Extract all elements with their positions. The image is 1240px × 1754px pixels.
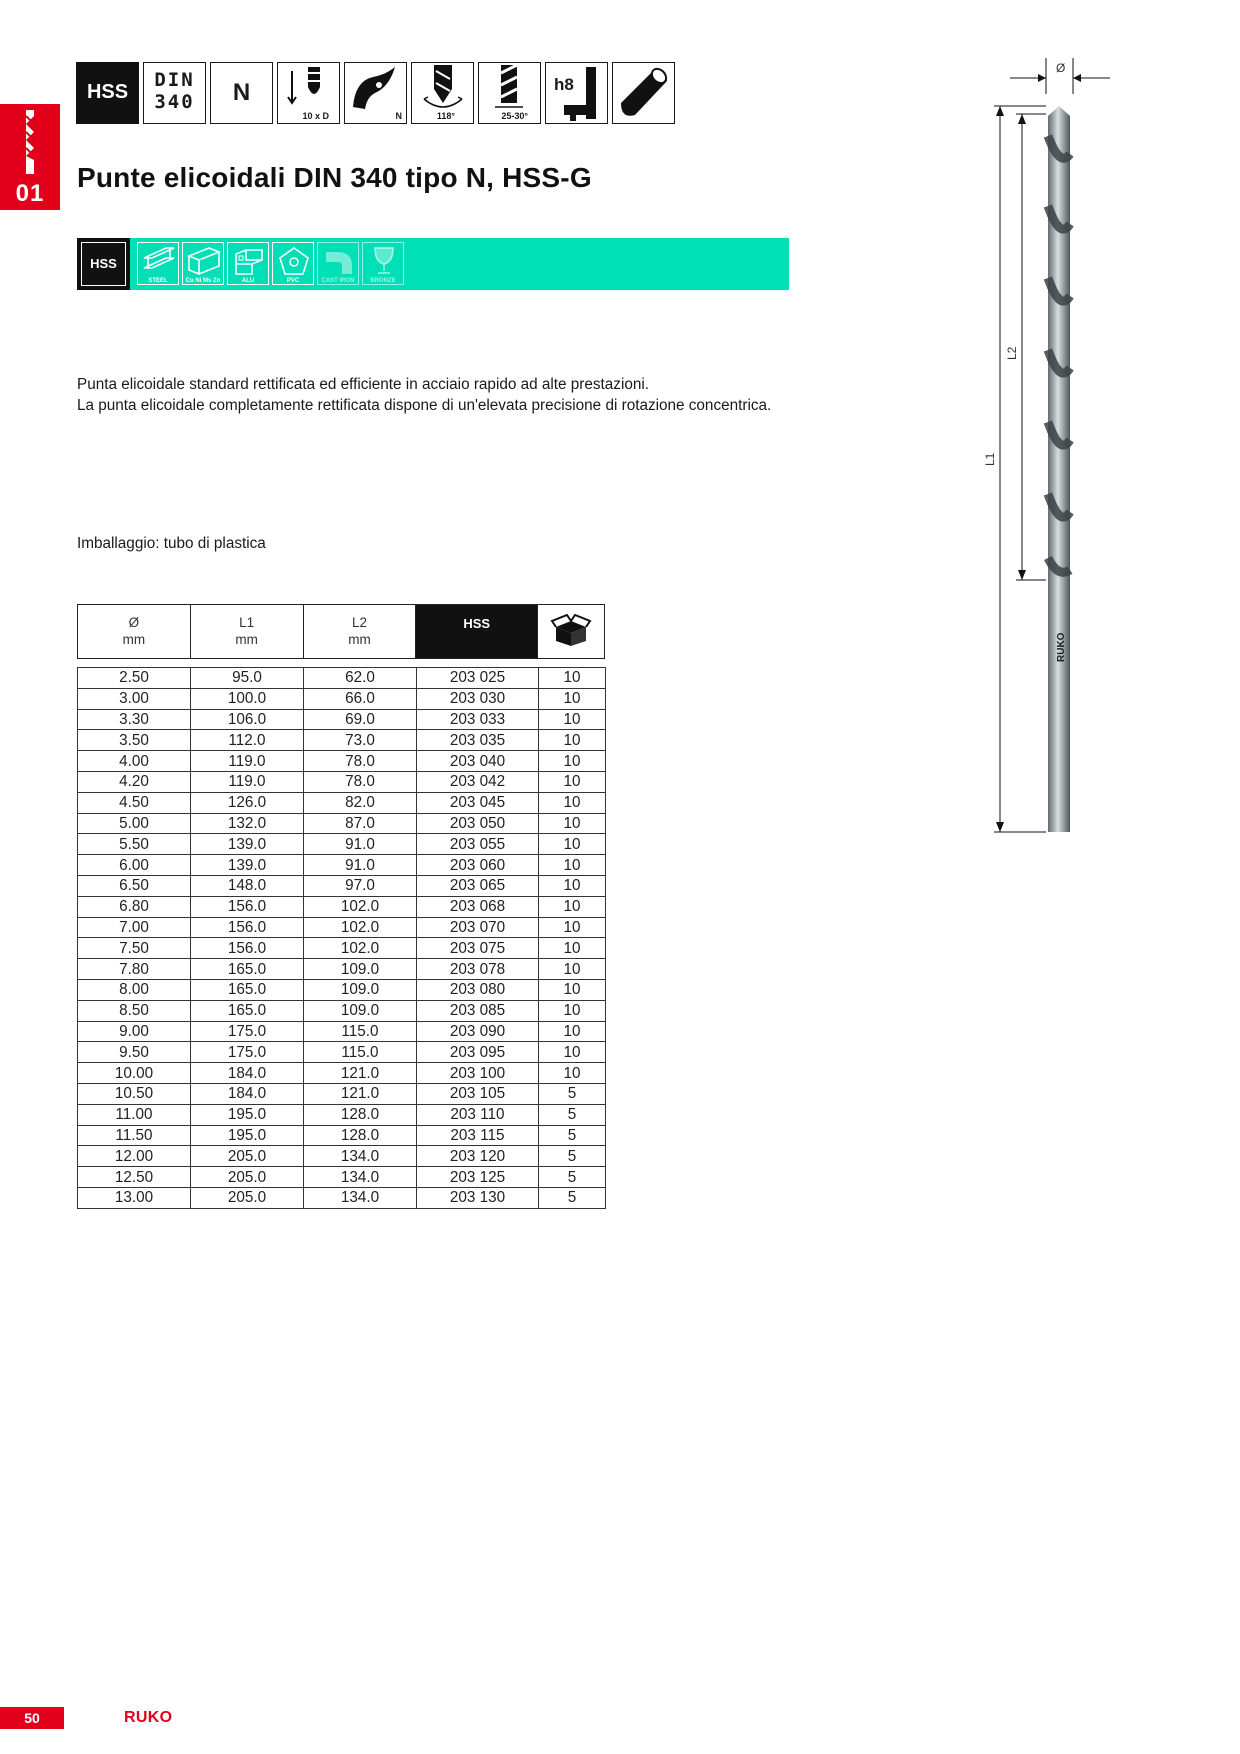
cell-l1: 195.0 — [191, 1104, 304, 1125]
cell-l2: 109.0 — [304, 959, 417, 980]
table-row — [78, 792, 606, 813]
cell-l1: 106.0 — [191, 709, 304, 730]
cell-l2: 82.0 — [304, 792, 417, 813]
table-row — [78, 1042, 606, 1063]
cell-l2: 91.0 — [304, 855, 417, 876]
cell-l2: 134.0 — [304, 1187, 417, 1208]
cell-article: 203 065 — [417, 875, 539, 896]
cell-l1: 156.0 — [191, 917, 304, 938]
cell-pack-qty: 5 — [539, 1146, 606, 1167]
drill-bit-icon — [16, 108, 44, 178]
cell-diameter: 3.50 — [78, 730, 191, 751]
feature-icons — [76, 62, 675, 124]
cell-article: 203 055 — [417, 834, 539, 855]
material-hss-badge: HSS — [77, 238, 130, 290]
hss-icon: HSS — [76, 62, 139, 124]
cell-pack-qty: 10 — [539, 834, 606, 855]
cell-article: 203 090 — [417, 1021, 539, 1042]
table-row — [78, 875, 606, 896]
description-line-1: Punta elicoidale standard rettificata ed efficiente in acciaio rapido ad alte prestazioni. — [77, 376, 650, 393]
page-title: Punte elicoidali DIN 340 tipo N, HSS-G — [77, 162, 592, 193]
description-line-2: La punta elicoidale completamente rettificata dispone di un'elevata precisione di rotazione concentrica. — [77, 397, 772, 414]
cell-diameter: 9.00 — [78, 1021, 191, 1042]
cell-l1: 184.0 — [191, 1083, 304, 1104]
steel-beam-icon — [142, 246, 176, 276]
cell-l1: 139.0 — [191, 834, 304, 855]
table-row — [78, 979, 606, 1000]
table-row — [78, 709, 606, 730]
cell-l2: 97.0 — [304, 875, 417, 896]
table-row — [78, 1187, 606, 1208]
cell-article: 203 110 — [417, 1104, 539, 1125]
cell-diameter: 3.00 — [78, 688, 191, 709]
material-pvc: PVC — [272, 242, 314, 285]
cell-l2: 102.0 — [304, 938, 417, 959]
cell-diameter: 2.50 — [78, 668, 191, 689]
cell-article: 203 085 — [417, 1000, 539, 1021]
cell-diameter: 6.00 — [78, 855, 191, 876]
alu-profile-icon — [232, 246, 266, 276]
material-cast-iron: CAST IRON — [317, 242, 359, 285]
cell-diameter: 11.50 — [78, 1125, 191, 1146]
cell-pack-qty: 10 — [539, 938, 606, 959]
cell-diameter: 4.20 — [78, 771, 191, 792]
product-table — [77, 667, 606, 1209]
cell-diameter: 7.00 — [78, 917, 191, 938]
cell-l2: 91.0 — [304, 834, 417, 855]
tolerance-icon: h8 — [545, 62, 608, 124]
cell-pack-qty: 10 — [539, 1021, 606, 1042]
packaging-info: Imballaggio: tubo di plastica — [77, 535, 266, 552]
cell-l1: 205.0 — [191, 1167, 304, 1188]
cell-l1: 175.0 — [191, 1021, 304, 1042]
cell-pack-qty: 10 — [539, 688, 606, 709]
cell-article: 203 080 — [417, 979, 539, 1000]
cell-l1: 119.0 — [191, 771, 304, 792]
table-row — [78, 1104, 606, 1125]
cell-l2: 66.0 — [304, 688, 417, 709]
cell-l2: 115.0 — [304, 1021, 417, 1042]
cell-article: 203 100 — [417, 1063, 539, 1084]
cell-l1: 148.0 — [191, 875, 304, 896]
cell-pack-qty: 10 — [539, 875, 606, 896]
cell-pack-qty: 10 — [539, 979, 606, 1000]
cell-pack-qty: 10 — [539, 792, 606, 813]
table-row — [78, 813, 606, 834]
cell-l2: 109.0 — [304, 1000, 417, 1021]
cell-article: 203 042 — [417, 771, 539, 792]
cell-l2: 69.0 — [304, 709, 417, 730]
cell-article: 203 105 — [417, 1083, 539, 1104]
cell-article: 203 075 — [417, 938, 539, 959]
cell-l1: 195.0 — [191, 1125, 304, 1146]
cell-diameter: 6.80 — [78, 896, 191, 917]
cell-diameter: 4.50 — [78, 792, 191, 813]
table-row — [78, 855, 606, 876]
product-description — [77, 374, 797, 416]
table-row — [78, 668, 606, 689]
cell-article: 203 040 — [417, 751, 539, 772]
cell-diameter: 6.50 — [78, 875, 191, 896]
table-header — [77, 604, 605, 659]
cell-l1: 156.0 — [191, 896, 304, 917]
material-bar — [77, 238, 789, 290]
cell-diameter: 7.50 — [78, 938, 191, 959]
cell-l1: 165.0 — [191, 959, 304, 980]
header-diameter: Ø mm — [78, 605, 191, 658]
cell-pack-qty: 10 — [539, 896, 606, 917]
cell-l2: 115.0 — [304, 1042, 417, 1063]
table-row — [78, 1125, 606, 1146]
cell-l1: 184.0 — [191, 1063, 304, 1084]
helix-angle-icon: 25-30° — [478, 62, 541, 124]
cell-l1: 126.0 — [191, 792, 304, 813]
cell-l1: 119.0 — [191, 751, 304, 772]
cell-pack-qty: 10 — [539, 1042, 606, 1063]
table-row — [78, 1167, 606, 1188]
cell-l1: 95.0 — [191, 668, 304, 689]
cell-pack-qty: 10 — [539, 730, 606, 751]
cell-l1: 132.0 — [191, 813, 304, 834]
l2-label: L2 — [1005, 346, 1019, 360]
cell-l2: 109.0 — [304, 979, 417, 1000]
pipe-elbow-icon — [322, 246, 356, 276]
cell-pack-qty: 10 — [539, 668, 606, 689]
cell-l2: 78.0 — [304, 771, 417, 792]
metal-profile-icon — [187, 246, 221, 276]
chapter-tab — [0, 104, 60, 210]
header-l2: L2 mm — [304, 605, 417, 658]
cell-l1: 175.0 — [191, 1042, 304, 1063]
cell-article: 203 035 — [417, 730, 539, 751]
cell-l2: 121.0 — [304, 1063, 417, 1084]
din-340-icon: DIN 340 — [143, 62, 206, 124]
cell-pack-qty: 10 — [539, 1063, 606, 1084]
table-row — [78, 1146, 606, 1167]
cell-l2: 134.0 — [304, 1167, 417, 1188]
material-steel: STEEL — [137, 242, 179, 285]
page-number: 50 — [0, 1707, 64, 1729]
cell-diameter: 12.00 — [78, 1146, 191, 1167]
cell-diameter: 10.50 — [78, 1083, 191, 1104]
cell-pack-qty: 10 — [539, 855, 606, 876]
cell-diameter: 4.00 — [78, 751, 191, 772]
diameter-label: Ø — [1056, 61, 1066, 75]
cell-article: 203 050 — [417, 813, 539, 834]
cell-pack-qty: 5 — [539, 1083, 606, 1104]
box-icon — [552, 613, 590, 647]
cell-diameter: 12.50 — [78, 1167, 191, 1188]
cell-l2: 87.0 — [304, 813, 417, 834]
pvc-icon — [277, 246, 311, 276]
cell-l1: 165.0 — [191, 1000, 304, 1021]
cell-diameter: 5.50 — [78, 834, 191, 855]
cell-article: 203 078 — [417, 959, 539, 980]
shank-icon — [612, 62, 675, 124]
table-row — [78, 730, 606, 751]
table-row — [78, 834, 606, 855]
cell-l2: 62.0 — [304, 668, 417, 689]
cell-diameter: 11.00 — [78, 1104, 191, 1125]
cell-diameter: 5.00 — [78, 813, 191, 834]
drill-diagram — [983, 58, 1130, 848]
point-angle-icon: 118° — [411, 62, 474, 124]
cell-l2: 78.0 — [304, 751, 417, 772]
cell-diameter: 3.30 — [78, 709, 191, 730]
type-n-icon: N — [210, 62, 273, 124]
cell-pack-qty: 10 — [539, 1000, 606, 1021]
header-l1: L1 mm — [191, 605, 304, 658]
table-row — [78, 959, 606, 980]
cell-pack-qty: 10 — [539, 751, 606, 772]
table-row — [78, 896, 606, 917]
cell-l2: 128.0 — [304, 1125, 417, 1146]
cell-article: 203 060 — [417, 855, 539, 876]
table-row — [78, 938, 606, 959]
cell-pack-qty: 10 — [539, 813, 606, 834]
shank-brand-text: RUKO — [1056, 632, 1067, 662]
cell-l1: 205.0 — [191, 1187, 304, 1208]
cell-l2: 102.0 — [304, 896, 417, 917]
table-row — [78, 1063, 606, 1084]
cell-article: 203 095 — [417, 1042, 539, 1063]
table-row — [78, 751, 606, 772]
cell-pack-qty: 5 — [539, 1167, 606, 1188]
cell-pack-qty: 10 — [539, 959, 606, 980]
table-row — [78, 917, 606, 938]
brand-logo: RUKO — [124, 1709, 173, 1726]
cell-l2: 121.0 — [304, 1083, 417, 1104]
cell-pack-qty: 5 — [539, 1187, 606, 1208]
chapter-number: 01 — [15, 180, 45, 207]
cell-pack-qty: 10 — [539, 917, 606, 938]
cell-diameter: 8.00 — [78, 979, 191, 1000]
cell-l2: 128.0 — [304, 1104, 417, 1125]
cell-pack-qty: 10 — [539, 771, 606, 792]
cell-diameter: 9.50 — [78, 1042, 191, 1063]
material-alu: ALU — [227, 242, 269, 285]
cell-l1: 205.0 — [191, 1146, 304, 1167]
cell-l1: 139.0 — [191, 855, 304, 876]
cell-l1: 156.0 — [191, 938, 304, 959]
cell-diameter: 8.50 — [78, 1000, 191, 1021]
header-pack — [538, 605, 604, 658]
material-bronze: BRONZE — [362, 242, 404, 285]
cell-pack-qty: 5 — [539, 1104, 606, 1125]
material-nonferrous: Cu Ni Ms Zn — [182, 242, 224, 285]
cell-article: 203 125 — [417, 1167, 539, 1188]
cell-article: 203 045 — [417, 792, 539, 813]
cell-l2: 102.0 — [304, 917, 417, 938]
cell-l1: 112.0 — [191, 730, 304, 751]
cell-article: 203 120 — [417, 1146, 539, 1167]
cell-article: 203 030 — [417, 688, 539, 709]
cell-article: 203 068 — [417, 896, 539, 917]
cell-l1: 165.0 — [191, 979, 304, 1000]
table-row — [78, 688, 606, 709]
l1-label: L1 — [983, 452, 997, 466]
cell-article: 203 130 — [417, 1187, 539, 1208]
drill-depth-icon: 10 x D — [277, 62, 340, 124]
flute-type-icon: N — [344, 62, 407, 124]
cell-article: 203 070 — [417, 917, 539, 938]
table-row — [78, 1000, 606, 1021]
cell-article: 203 033 — [417, 709, 539, 730]
cell-article: 203 025 — [417, 668, 539, 689]
cell-l2: 134.0 — [304, 1146, 417, 1167]
cell-pack-qty: 5 — [539, 1125, 606, 1146]
header-hss: HSS — [416, 605, 538, 658]
cell-article: 203 115 — [417, 1125, 539, 1146]
table-row — [78, 1083, 606, 1104]
cell-pack-qty: 10 — [539, 709, 606, 730]
cell-diameter: 7.80 — [78, 959, 191, 980]
cell-diameter: 10.00 — [78, 1063, 191, 1084]
cell-l2: 73.0 — [304, 730, 417, 751]
table-row — [78, 771, 606, 792]
cell-l1: 100.0 — [191, 688, 304, 709]
goblet-icon — [367, 246, 401, 276]
cell-diameter: 13.00 — [78, 1187, 191, 1208]
table-row — [78, 1021, 606, 1042]
